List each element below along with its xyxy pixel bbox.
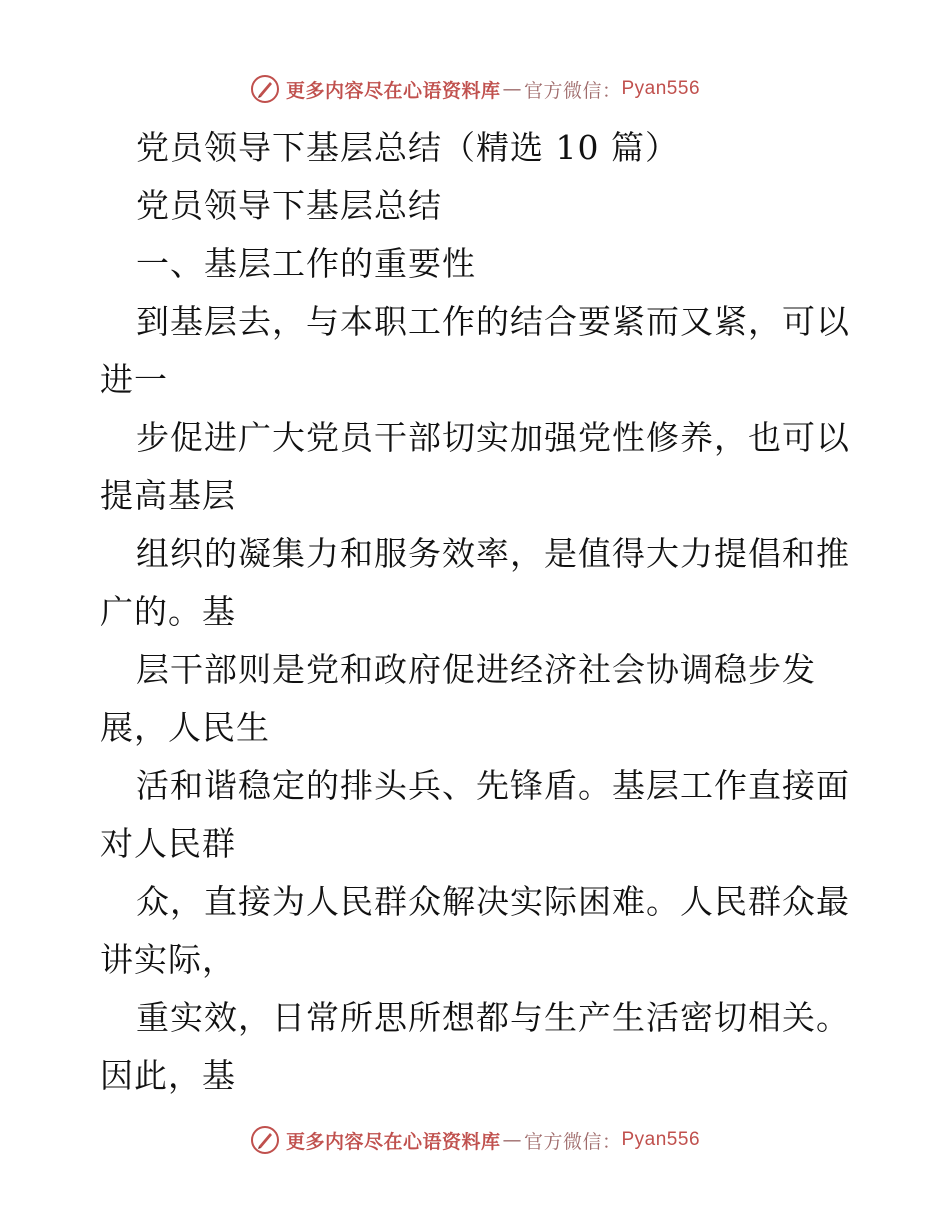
paragraph-line: 活和谐稳定的排头兵、先锋盾。基层工作直接面	[136, 766, 850, 805]
document-subtitle: 党员领导下基层总结	[136, 186, 442, 225]
banner-wechat-label: 官方微信：	[523, 1130, 622, 1153]
paragraph-line: 重实效，日常所思所想都与生产生活密切相关。	[136, 998, 850, 1037]
paragraph-line: 展，人民生	[100, 708, 270, 747]
paragraph-line: 到基层去，与本职工作的结合要紧而又紧，可以	[136, 302, 850, 341]
bottom-watermark-banner	[0, 1122, 950, 1158]
document-title: 党员领导下基层总结（精选 10 篇）	[136, 128, 679, 167]
paragraph-line: 因此，基	[100, 1056, 236, 1095]
paragraph-line: 提高基层	[100, 476, 236, 515]
banner-wechat-id: Pyan556	[621, 1129, 701, 1150]
paragraph-line: 对人民群	[100, 824, 236, 863]
banner-wechat-id: Pyan556	[621, 78, 701, 99]
paragraph-line: 广的。基	[100, 592, 236, 631]
paragraph-line: 组织的凝集力和服务效率，是值得大力提倡和推	[136, 534, 850, 573]
banner-main-text: 更多内容尽在心语资料库	[285, 1130, 501, 1153]
top-watermark-banner	[0, 71, 950, 107]
quill-pen-logo-icon	[250, 74, 280, 104]
paragraph-line: 步促进广大党员干部切实加强党性修养，也可以	[136, 418, 850, 457]
banner-dash: —	[502, 1129, 522, 1151]
paragraph-line: 进一	[100, 360, 168, 399]
section-heading: 一、基层工作的重要性	[136, 244, 476, 283]
banner-main-text: 更多内容尽在心语资料库	[285, 79, 501, 102]
paragraph-line: 讲实际，	[100, 940, 236, 979]
banner-wechat-label: 官方微信：	[523, 79, 622, 102]
quill-pen-logo-icon	[250, 1125, 280, 1155]
paragraph-line: 众，直接为人民群众解决实际困难。人民群众最	[136, 882, 850, 921]
paragraph-line: 层干部则是党和政府促进经济社会协调稳步发	[136, 650, 816, 689]
banner-dash: —	[502, 78, 522, 100]
